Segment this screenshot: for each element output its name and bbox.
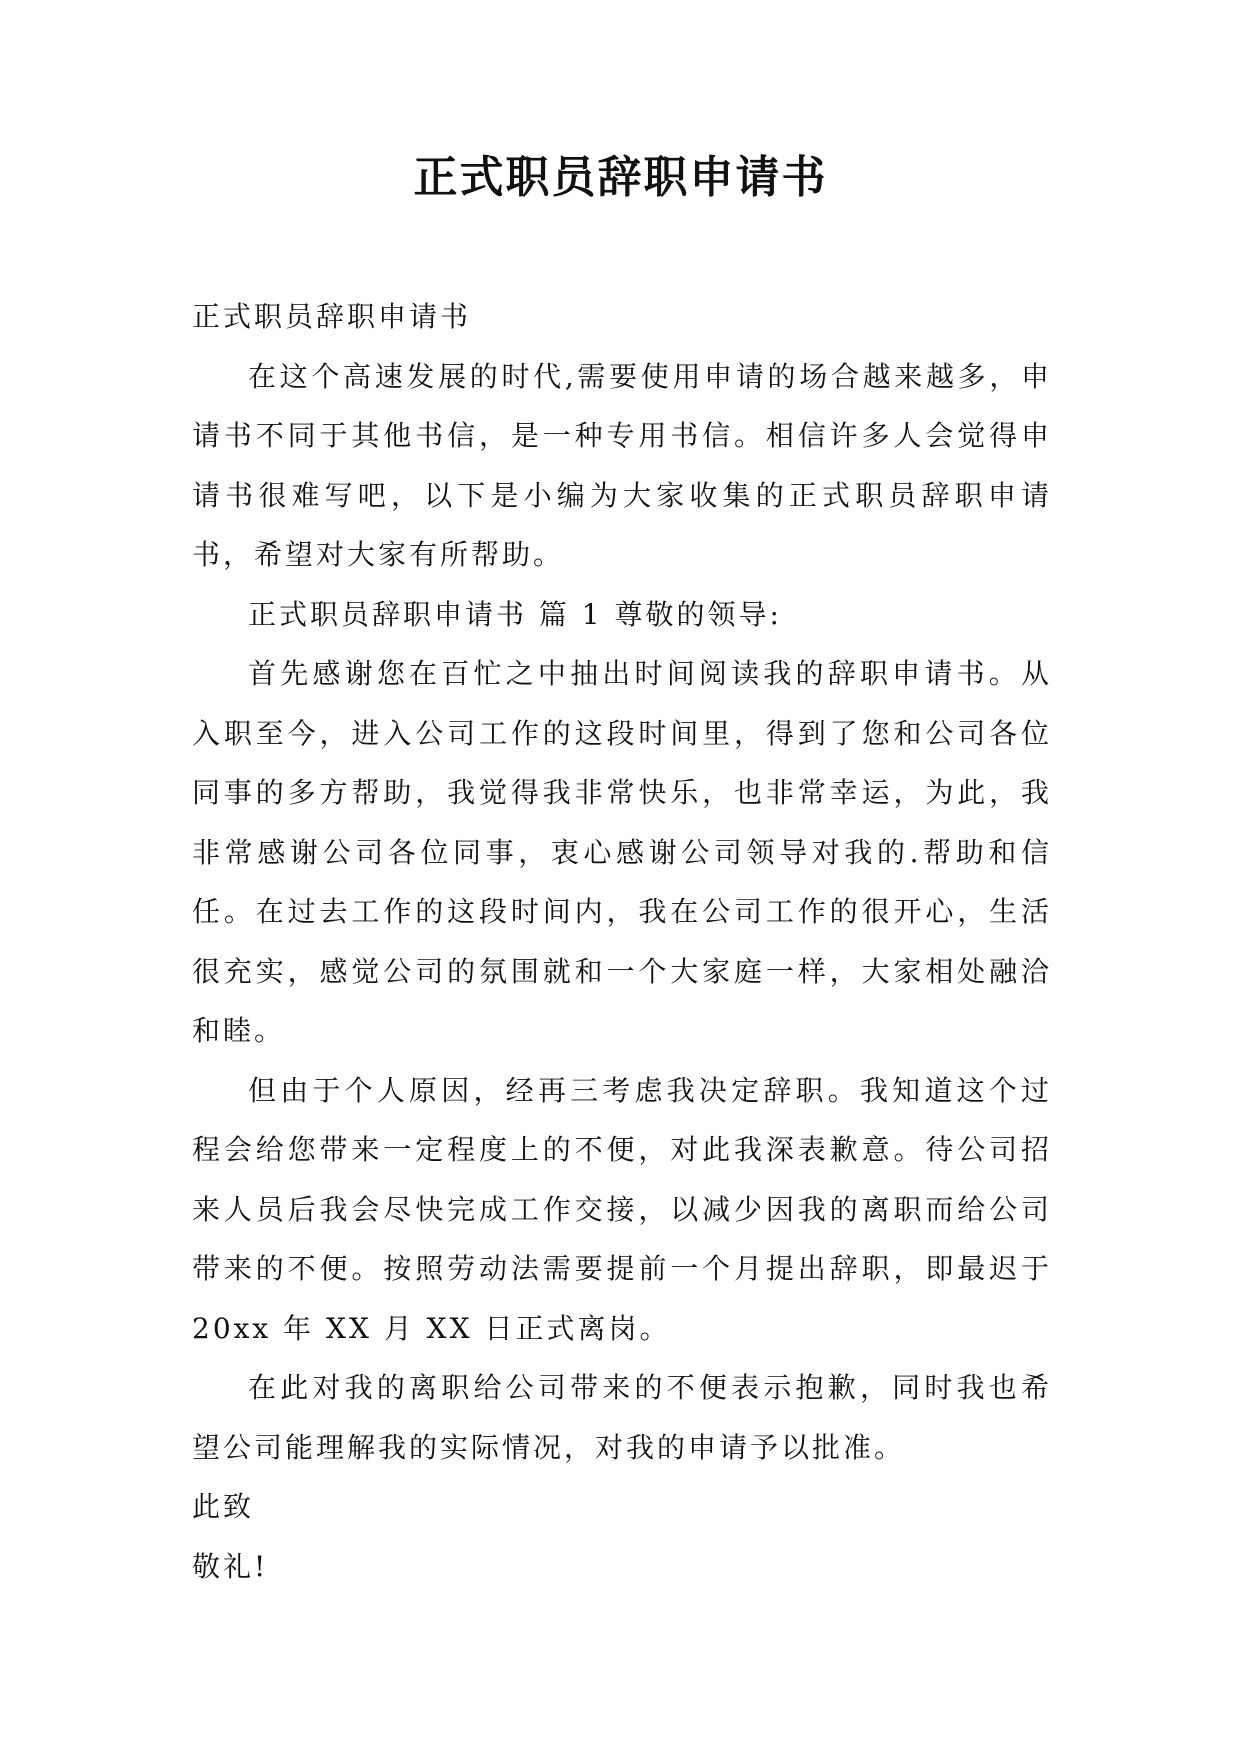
- document-title: 正式职员辞职申请书: [413, 152, 828, 203]
- closing-regards: 敬礼!: [192, 1549, 269, 1583]
- closing-salutation: 此致: [192, 1490, 255, 1523]
- document-body: [192, 287, 1052, 1596]
- section-header: 正式职员辞职申请书 篇 1 尊敬的领导:: [248, 597, 782, 631]
- body-paragraph-2: 但由于个人原因，经再三考虑我决定辞职。我知道这个过程会给您带来一定程度上的不便，对此我深表歉意。待公司招来人员后我会尽快完成工作交接，以减少因我的离职而给公司带来的不便。按照劳动法需要提前一个月提出辞职，即最迟于 20xx 年 XX 月 XX 日正式离岗。: [192, 1073, 1052, 1345]
- heading-repeat: 正式职员辞职申请书: [192, 300, 472, 333]
- body-paragraph-3: 在此对我的离职给公司带来的不便表示抱歉，同时我也希望公司能理解我的实际情况，对我的申请予以批准。: [192, 1371, 1052, 1464]
- body-paragraph-1: 首先感谢您在百忙之中抽出时间阅读我的辞职申请书。从入职至今，进入公司工作的这段时间里，得到了您和公司各位同事的多方帮助，我觉得我非常快乐，也非常幸运，为此，我非常感谢公司各位同事，衷心感谢公司领导对我的.帮助和信任。在过去工作的这段时间内，我在公司工作的很开心，生活很充实，感觉公司的氛围就和一个大家庭一样，大家相处融洽和睦。: [192, 657, 1052, 1047]
- intro-paragraph: 在这个高速发展的时代,需要使用申请的场合越来越多，申请书不同于其他书信，是一种专用书信。相信许多人会觉得申请书很难写吧，以下是小编为大家收集的正式职员辞职申请书，希望对大家有所帮助。: [192, 359, 1052, 571]
